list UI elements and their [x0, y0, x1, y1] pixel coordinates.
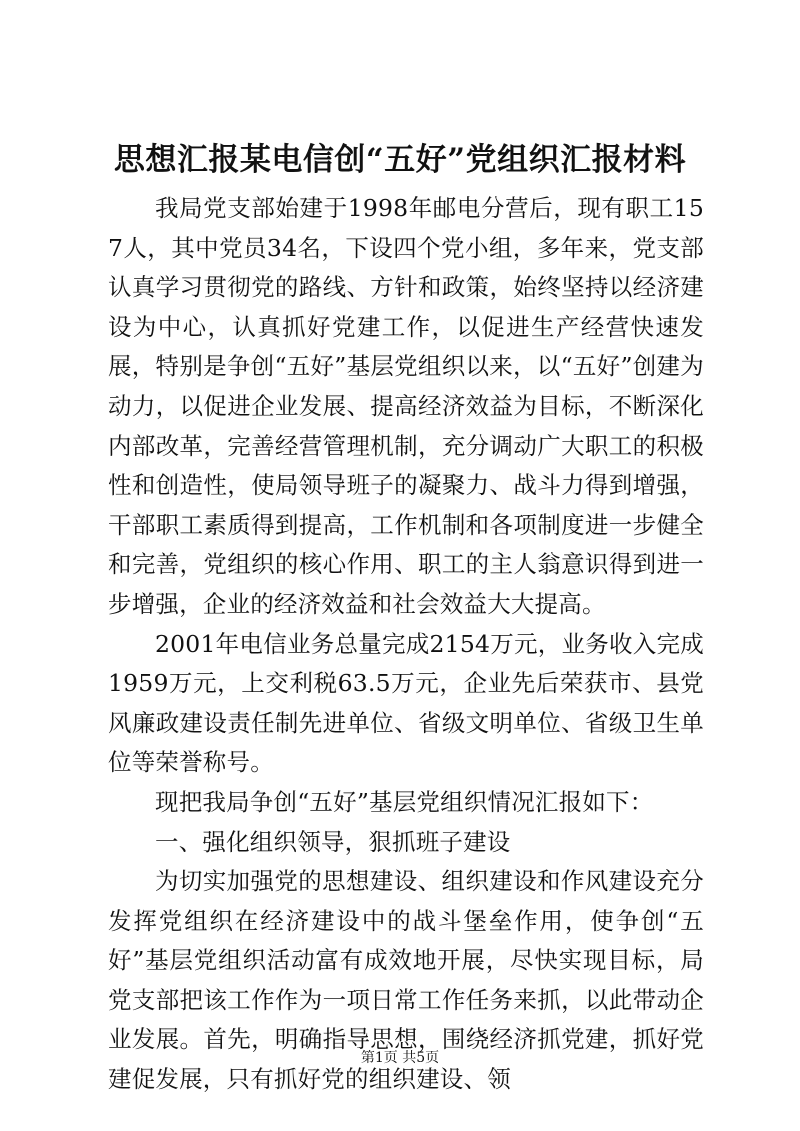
document-body	[108, 189, 704, 1100]
paragraph-results: 2001年电信业务总量完成2154万元，业务收入完成1959万元，上交利税63.5万元，企业先后荣获市、县党风廉政建设责任制先进单位、省级文明单位、省级卫生单位等荣誉称号。	[108, 629, 704, 777]
paragraph-lead-in: 现把我局争创“五好”基层党组织情况汇报如下：	[155, 787, 654, 816]
page-number-footer: 第1页 共5页	[360, 1050, 440, 1066]
section-heading-1: 一、强化组织领导，狠抓班子建设	[155, 827, 511, 856]
paragraph-intro: 我局党支部始建于1998年邮电分营后，现有职工157人，其中党员34名，下设四个党小组，多年来，党支部认真学习贯彻党的路线、方针和政策，始终坚持以经济建设为中心，认真抓好党建工作，以促进生产经营快速发展，特别是争创“五好”基层党组织以来，以“五好”创建为动力，以促进企业发展、提高经济效益为目标，不断深化内部改革，完善经营管理机制，充分调动广大职工的积极性和创造性，使局领导班子的凝聚力、战斗力得到增强，干部职工素质得到提高，工作机制和各项制度进一步健全和完善，党组织的核心作用、职工的主人翁意识得到进一步增强，企业的经济效益和社会效益大大提高。	[108, 194, 704, 618]
paragraph-section-1: 为切实加强党的思想建设、组织建设和作风建设充分发挥党组织在经济建设中的战斗堡垒作用，使争创“五好”基层党组织活动富有成效地开展，尽快实现目标，局党支部把该工作作为一项日常工作任务来抓，以此带动企业发展。首先，明确指导思想，围绕经济抓党建，抓好党建促发展，只有抓好党的组织建设、领	[108, 867, 704, 1094]
document-title: 思想汇报某电信创“五好”党组织汇报材料	[113, 142, 687, 178]
